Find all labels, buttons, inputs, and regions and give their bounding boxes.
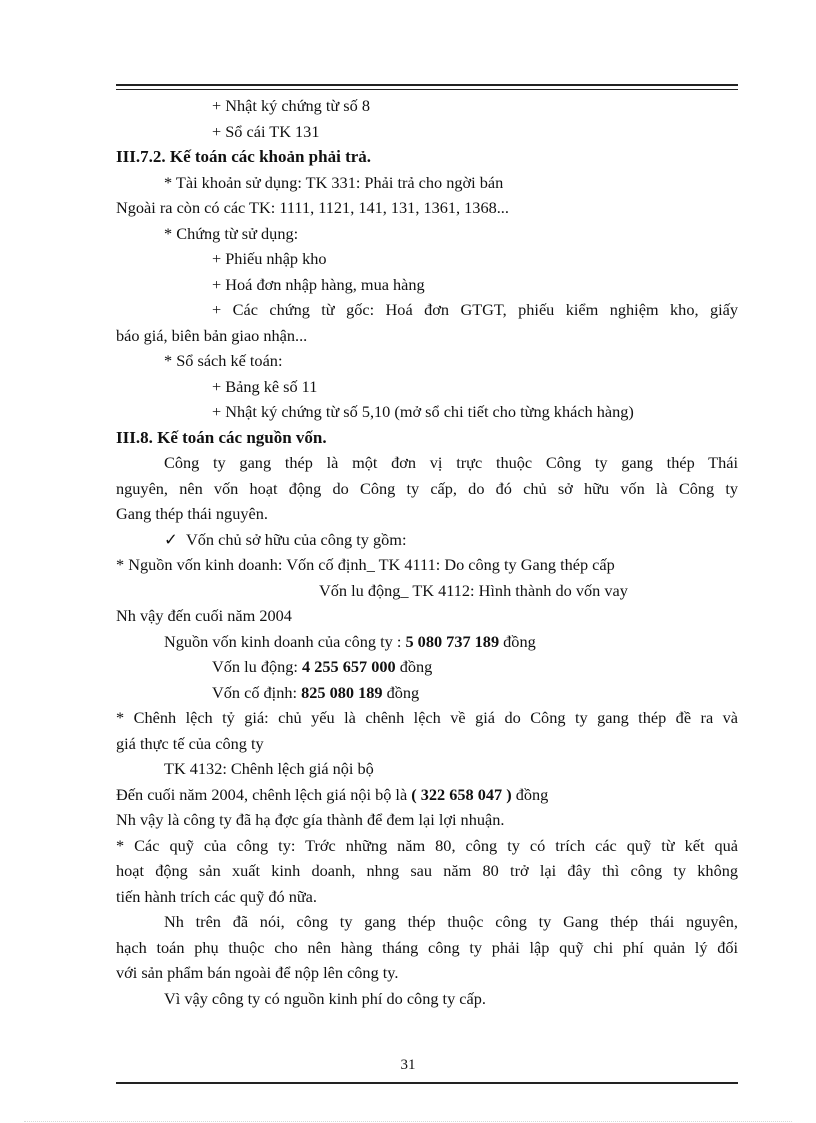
text-line: Nh vậy đến cuối năm 2004 <box>116 606 292 625</box>
label: Vốn cố định: <box>212 682 302 702</box>
label: Đến cuối năm 2004, chênh lệch giá nội bộ là <box>116 784 412 804</box>
text-line: + Nhật ký chứng từ số 5,10 (mở sổ chi tiết cho từng khách hàng) <box>212 402 634 421</box>
unit: đồng <box>382 682 420 702</box>
text-line: * Chứng từ sử dụng: <box>164 223 299 243</box>
checklist-label: Vốn chủ sở hữu của công ty gồm: <box>186 529 407 549</box>
paragraph-line: hoạt động sản xuất kinh doanh, nhng sau năm 80 trở lại đây thì công ty không <box>116 861 738 880</box>
label: Vốn lu động: <box>212 657 303 676</box>
paragraph-line: Gang thép thái nguyên. <box>116 504 268 523</box>
amount-value: ( 322 658 047 ) <box>411 784 512 804</box>
text-line: TK 4132: Chênh lệch giá nội bộ <box>164 759 374 778</box>
text-line: báo giá, biên bản giao nhận... <box>116 325 308 345</box>
amount-value: 5 080 737 189 <box>405 631 500 651</box>
text-line: * Nguồn vốn kinh doanh: Vốn cố định_ TK 4111: Do công ty Gang thép cấp <box>116 555 615 574</box>
section-heading: III.7.2. Kế toán các khoản phải trả. <box>116 147 372 166</box>
section-heading: III.8. Kế toán các nguồn vốn. <box>116 427 327 447</box>
page-number: 31 <box>400 1057 416 1073</box>
unit: đồng <box>511 784 549 804</box>
text-line: Vốn lu động_ TK 4112: Hình thành do vốn vay <box>319 580 628 600</box>
paragraph-line: Vì vậy công ty có nguồn kinh phí do công ty cấp. <box>164 988 486 1008</box>
unit: đồng <box>395 657 433 676</box>
text-line: + Sổ cái TK 131 <box>212 121 320 141</box>
page-edge-dotted-line <box>24 1121 792 1122</box>
paragraph-line: Nh trên đã nói, công ty gang thép thuộc công ty Gang thép thái nguyên, <box>164 912 738 931</box>
text-line: Ngoài ra còn có các TK: 1111, 1121, 141, 131, 1361, 1368... <box>116 198 509 217</box>
paragraph-line: * Chênh lệch tỷ giá: chủ yếu là chênh lệch về giá do Công ty gang thép đề ra và <box>116 708 738 727</box>
paragraph-line: giá thực tế của công ty <box>116 733 264 753</box>
text-line: + Bảng kê số 11 <box>212 376 318 396</box>
footer-rule <box>116 1082 738 1084</box>
paragraph-line: tiến hành trích các quỹ đó nữa. <box>116 886 317 906</box>
working-capital-line <box>116 654 738 680</box>
text-line: Nh vậy là công ty đã hạ đợc gía thành để đem lại lợi nhuận. <box>116 810 505 829</box>
label: Nguồn vốn kinh doanh của công ty : <box>164 631 406 651</box>
fixed-capital-line <box>116 680 738 706</box>
header-rule-thick <box>116 84 738 86</box>
text-line: + Phiếu nhập kho <box>212 249 327 268</box>
paragraph-line: Công ty gang thép là một đơn vị trực thuộc Công ty gang thép Thái <box>164 453 738 472</box>
text-line: + Nhật ký chứng từ số 8 <box>212 96 370 115</box>
unit: đồng <box>499 631 536 651</box>
amount-value: 4 255 657 000 <box>302 657 396 676</box>
page-body <box>116 93 738 1011</box>
checklist-item <box>116 527 738 553</box>
text-line: + Các chứng từ gốc: Hoá đơn GTGT, phiếu kiểm nghiệm kho, giấy <box>212 300 738 319</box>
paragraph-line: với sản phẩm bán ngoài để nộp lên công ty. <box>116 963 399 982</box>
paragraph-line: hạch toán phụ thuộc cho nên hàng tháng công ty phải lập quỹ chi phí quản lý đối <box>116 937 738 957</box>
text-line: * Sổ sách kế toán: <box>164 351 283 370</box>
price-difference-line <box>116 782 738 808</box>
capital-total-line <box>116 629 738 655</box>
paragraph-line: nguyên, nên vốn hoạt động do Công ty cấp, do đó chủ sở hữu vốn là Công ty <box>116 478 738 498</box>
paragraph-line: * Các quỹ của công ty: Trớc những năm 80, công ty có trích các quỹ từ kết quả <box>116 835 738 855</box>
check-icon: ✓ <box>164 529 178 549</box>
text-line: + Hoá đơn nhập hàng, mua hàng <box>212 274 425 294</box>
header-rule-thin <box>116 89 738 90</box>
text-line: * Tài khoản sử dụng: TK 331: Phải trả cho ngời bán <box>164 172 504 192</box>
amount-value: 825 080 189 <box>301 682 383 702</box>
